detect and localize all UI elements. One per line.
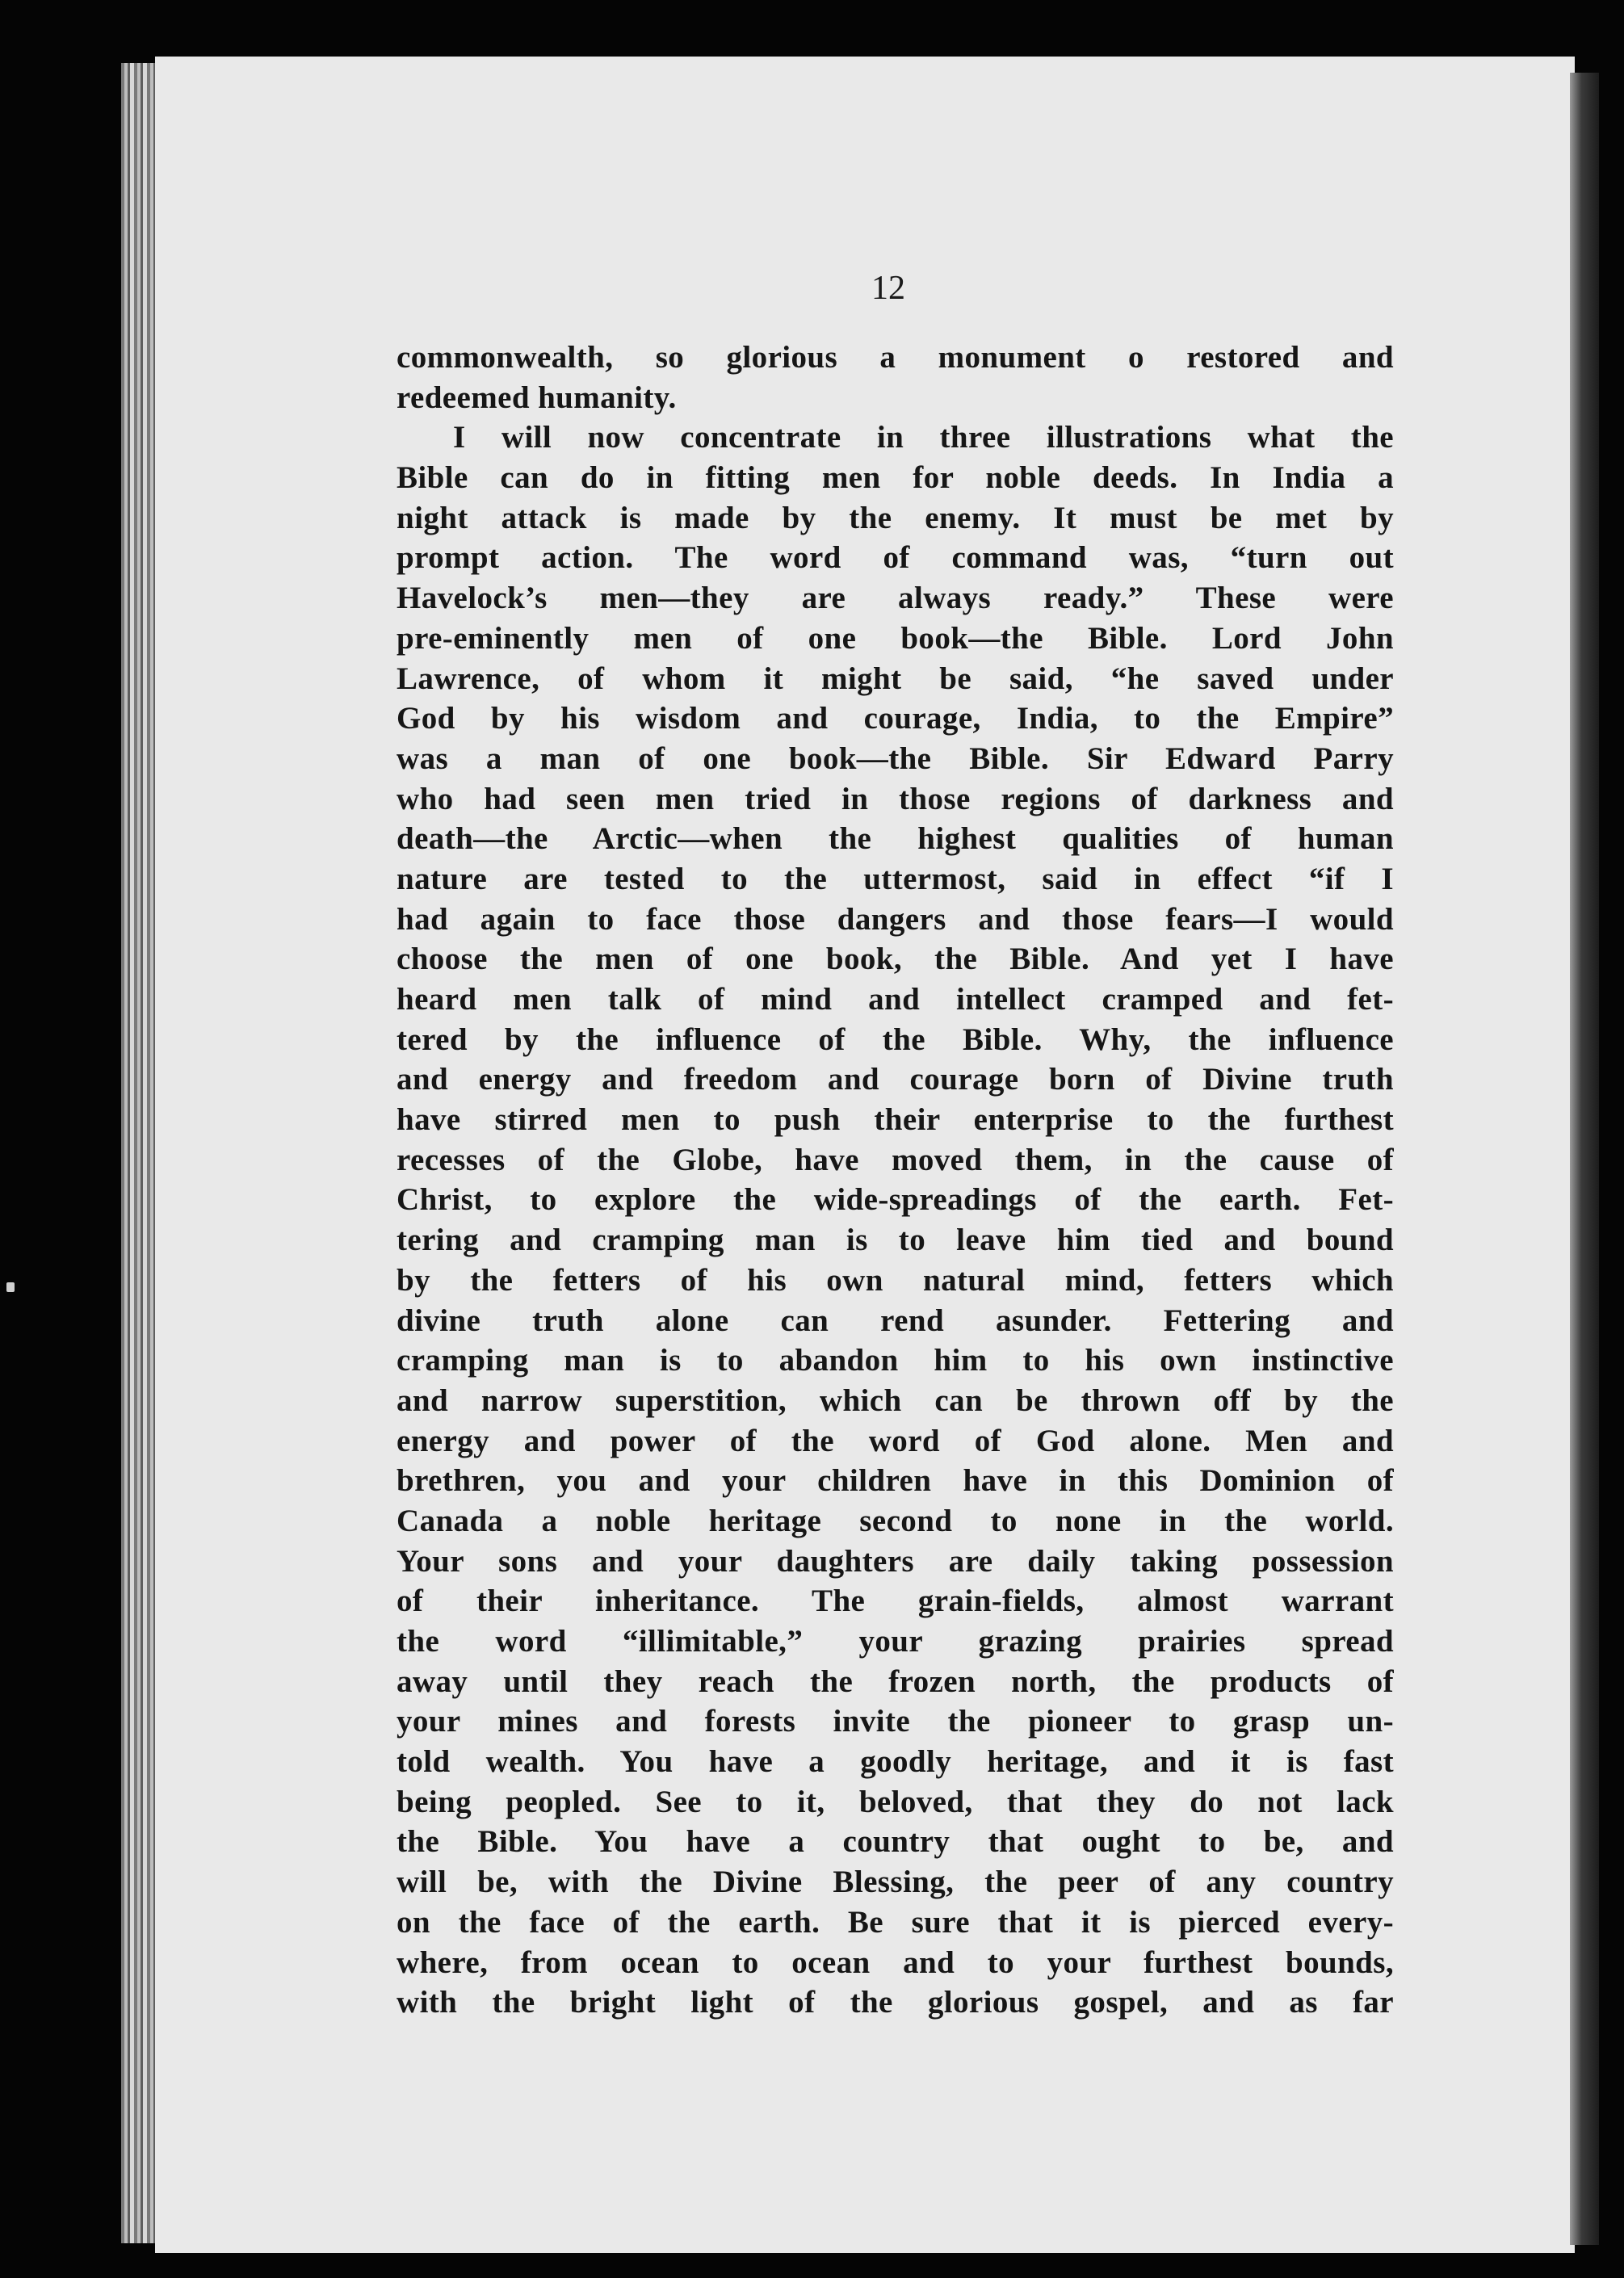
text-line: will be, with the Divine Blessing, the peer of any country xyxy=(397,1865,1394,1900)
text-line: and energy and freedom and courage born of Divine truth xyxy=(397,1062,1394,1097)
text-line: death—the Arctic—when the highest qualities of human xyxy=(397,821,1394,857)
text-line: prompt action. The word of command was, “turn out xyxy=(397,540,1394,576)
text-line: the word “illimitable,” your grazing prairies spread xyxy=(397,1624,1394,1659)
text-line: commonwealth, so glorious a monument o restored and xyxy=(397,340,1394,375)
text-line: tering and cramping man is to leave him tied and bound xyxy=(397,1223,1394,1258)
text-line: your mines and forests invite the pioneer to grasp un- xyxy=(397,1704,1394,1739)
text-line: away until they reach the frozen north, the products of xyxy=(397,1663,1394,1699)
text-line: told wealth. You have a goodly heritage, and it is fast xyxy=(397,1744,1394,1780)
text-line: with the bright light of the glorious gospel, and as far xyxy=(397,1985,1394,2020)
text-line: Bible can do in fitting men for noble deeds. In India a xyxy=(397,460,1394,496)
text-line: the Bible. You have a country that ought to be, and xyxy=(397,1824,1394,1860)
text-line: God by his wisdom and courage, India, to the Empire” xyxy=(397,701,1394,736)
body-text xyxy=(397,338,1394,2023)
page-binding-right-edge xyxy=(1570,73,1599,2245)
text-line: Your sons and your daughters are daily taking possession xyxy=(397,1543,1394,1579)
text-line: on the face of the earth. Be sure that it is pierced every- xyxy=(397,1904,1394,1940)
text-line: by the fetters of his own natural mind, fetters which xyxy=(397,1262,1394,1298)
page-stack-left-edge xyxy=(121,63,160,2243)
text-line: of their inheritance. The grain-fields, almost warrant xyxy=(397,1584,1394,1619)
text-line: cramping man is to abandon him to his own instinctive xyxy=(397,1343,1394,1378)
text-line: Havelock’s men—they are always ready.” These were xyxy=(397,581,1394,616)
text-line: choose the men of one book, the Bible. And yet I have xyxy=(397,942,1394,977)
text-line: was a man of one book—the Bible. Sir Edward Parry xyxy=(397,740,1394,776)
text-line: Christ, to explore the wide-spreadings of the earth. Fet- xyxy=(397,1182,1394,1218)
text-line: I will now concentrate in three illustrations what the xyxy=(453,420,1394,455)
text-line: where, from ocean to ocean and to your furthest bounds, xyxy=(397,1944,1394,1980)
text-line: pre-eminently men of one book—the Bible. Lord John xyxy=(397,620,1394,656)
text-line: night attack is made by the enemy. It must be met by xyxy=(397,500,1394,535)
text-line: being peopled. See to it, beloved, that they do not lack xyxy=(397,1784,1394,1819)
scan-speck xyxy=(6,1282,15,1292)
text-line: heard men talk of mind and intellect cramped and fet- xyxy=(397,982,1394,1017)
text-line: had again to face those dangers and those fears—I would xyxy=(397,901,1394,937)
text-line: have stirred men to push their enterprise to the furthest xyxy=(397,1102,1394,1138)
text-line: who had seen men tried in those regions of darkness and xyxy=(397,781,1394,816)
text-line: recesses of the Globe, have moved them, in the cause of xyxy=(397,1142,1394,1177)
text-line: tered by the influence of the Bible. Why, the influence xyxy=(397,1022,1394,1057)
text-line: Lawrence, of whom it might be said, “he saved under xyxy=(397,661,1394,696)
text-line: brethren, you and your children have in this Dominion of xyxy=(397,1463,1394,1499)
text-line: divine truth alone can rend asunder. Fettering and xyxy=(397,1303,1394,1338)
page-number: 12 xyxy=(871,270,905,307)
text-line: redeemed humanity. xyxy=(397,380,677,415)
text-line: nature are tested to the uttermost, said in effect “if I xyxy=(397,861,1394,896)
text-line: Canada a noble heritage second to none in the world. xyxy=(397,1503,1394,1538)
text-line: energy and power of the word of God alone. Men and xyxy=(397,1423,1394,1458)
text-line: and narrow superstition, which can be thrown off by the xyxy=(397,1382,1394,1418)
